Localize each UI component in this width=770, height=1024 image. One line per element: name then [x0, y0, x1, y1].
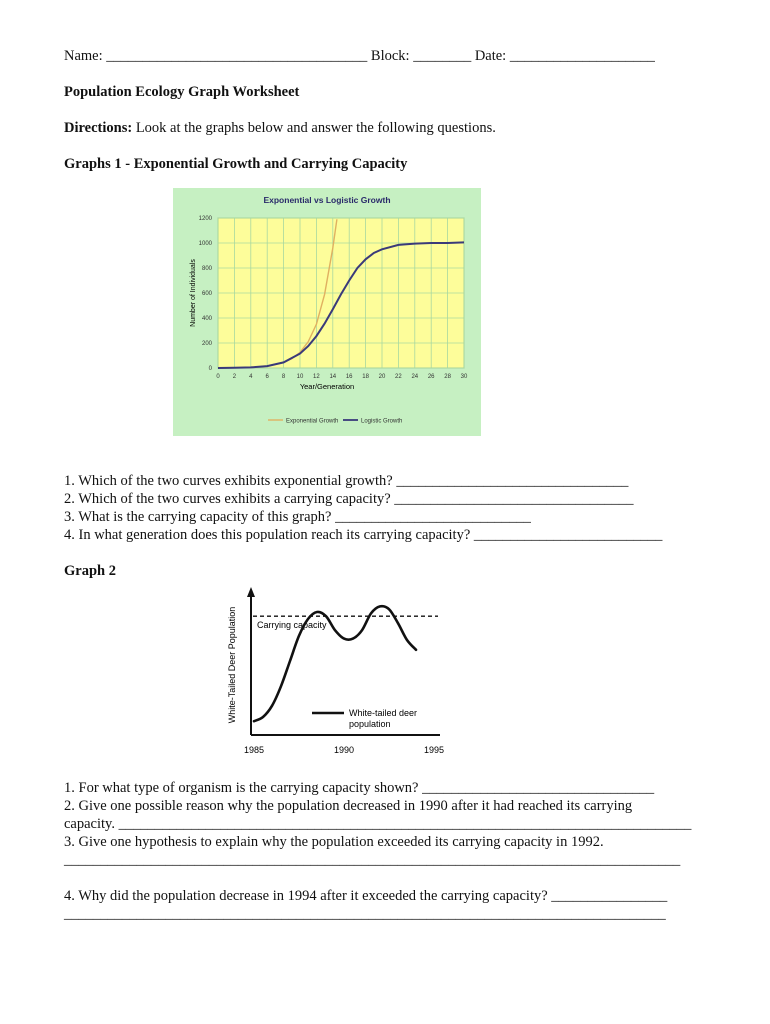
graph2-question-4: 4. Why did the population decrease in 1994 after it exceeded the carrying capacity? ________________ [64, 888, 668, 904]
y-tick-label: 200 [201, 341, 212, 347]
deer-population-chart [222, 585, 450, 760]
x-tick-label: 2 [232, 374, 237, 380]
x-tick-label: 28 [444, 374, 451, 380]
graph2-question-4-answer-line: ___________________________________________________________________________________ [64, 906, 666, 922]
growth-chart [173, 188, 481, 436]
legend-label-exponential: Exponential Growth [286, 418, 339, 425]
graph2-question-3-answer-line: _____________________________________________________________________________________ [64, 852, 681, 868]
x-tick-label: 20 [378, 374, 386, 380]
graph2-heading: Graph 2 [64, 563, 116, 579]
chart-y-axis-label: Number of Individuals [190, 259, 197, 327]
deer-x-tick-label: 1985 [243, 745, 265, 755]
x-tick-label: 14 [329, 374, 337, 380]
x-tick-label: 6 [265, 374, 269, 380]
y-tick-label: 1200 [198, 216, 212, 222]
deer-x-tick-label: 1995 [423, 745, 445, 755]
graph2-question-3: 3. Give one hypothesis to explain why the population exceeded its carrying capacity in 1992. [64, 834, 604, 850]
chart-legend [268, 419, 402, 425]
name-block-date-line: Name: ____________________________________ Block: ________ Date: ____________________ [64, 48, 655, 64]
x-tick-label: 18 [362, 374, 369, 380]
deer-chart-y-axis-arrow [247, 587, 255, 597]
deer-chart-y-axis-label: White-Tailed Deer Population [227, 606, 237, 724]
directions-text: Look at the graphs below and answer the following questions. [132, 120, 496, 136]
x-tick-label: 10 [296, 374, 304, 380]
y-tick-label: 1000 [198, 241, 212, 247]
x-tick-label: 22 [395, 374, 402, 380]
graph1-question-3: 3. What is the carrying capacity of this graph? ___________________________ [64, 509, 531, 525]
y-tick-label: 400 [201, 316, 212, 322]
chart-x-axis-label: Year/Generation [299, 382, 355, 391]
graph1-question-2: 2. Which of the two curves exhibits a carrying capacity? _________________________________ [64, 491, 634, 507]
x-tick-label: 24 [411, 374, 419, 380]
directions [64, 119, 496, 137]
x-tick-label: 8 [281, 374, 286, 380]
y-tick-label: 800 [201, 266, 212, 272]
x-tick-label: 12 [313, 374, 320, 380]
growth-chart-svg [173, 188, 481, 436]
deer-chart-x-ticks [244, 745, 444, 755]
deer-legend-label-line1: White-tailed deer [349, 708, 418, 718]
x-tick-label: 0 [216, 374, 220, 380]
page-title: Population Ecology Graph Worksheet [64, 84, 300, 100]
x-tick-label: 4 [249, 374, 253, 380]
y-tick-label: 0 [208, 366, 212, 372]
deer-x-tick-label: 1990 [333, 745, 355, 755]
x-tick-label: 30 [460, 374, 468, 380]
graph2-question-2-continued: capacity. _______________________________________________________________________________ [64, 816, 692, 832]
legend-label-logistic: Logistic Growth [361, 418, 403, 425]
carrying-capacity-label: Carrying capacity [257, 620, 327, 630]
graph1-question-4: 4. In what generation does this population reach its carrying capacity? __________________________ [64, 527, 663, 543]
y-tick-label: 600 [201, 291, 212, 297]
chart-title: Exponential vs Logistic Growth [263, 195, 391, 205]
graph1-heading: Graphs 1 - Exponential Growth and Carrying Capacity [64, 156, 408, 172]
graph2-question-1: 1. For what type of organism is the carrying capacity shown? ________________________________ [64, 780, 655, 796]
x-tick-label: 26 [427, 374, 435, 380]
graph2-question-2: 2. Give one possible reason why the population decreased in 1990 after it had reached its carrying [64, 798, 633, 814]
directions-label: Directions: [64, 120, 133, 136]
graph1-question-1: 1. Which of the two curves exhibits exponential growth? ________________________________ [64, 473, 629, 489]
deer-chart-svg [222, 585, 450, 760]
deer-legend-label-line2: population [349, 719, 391, 729]
x-tick-label: 16 [345, 374, 353, 380]
